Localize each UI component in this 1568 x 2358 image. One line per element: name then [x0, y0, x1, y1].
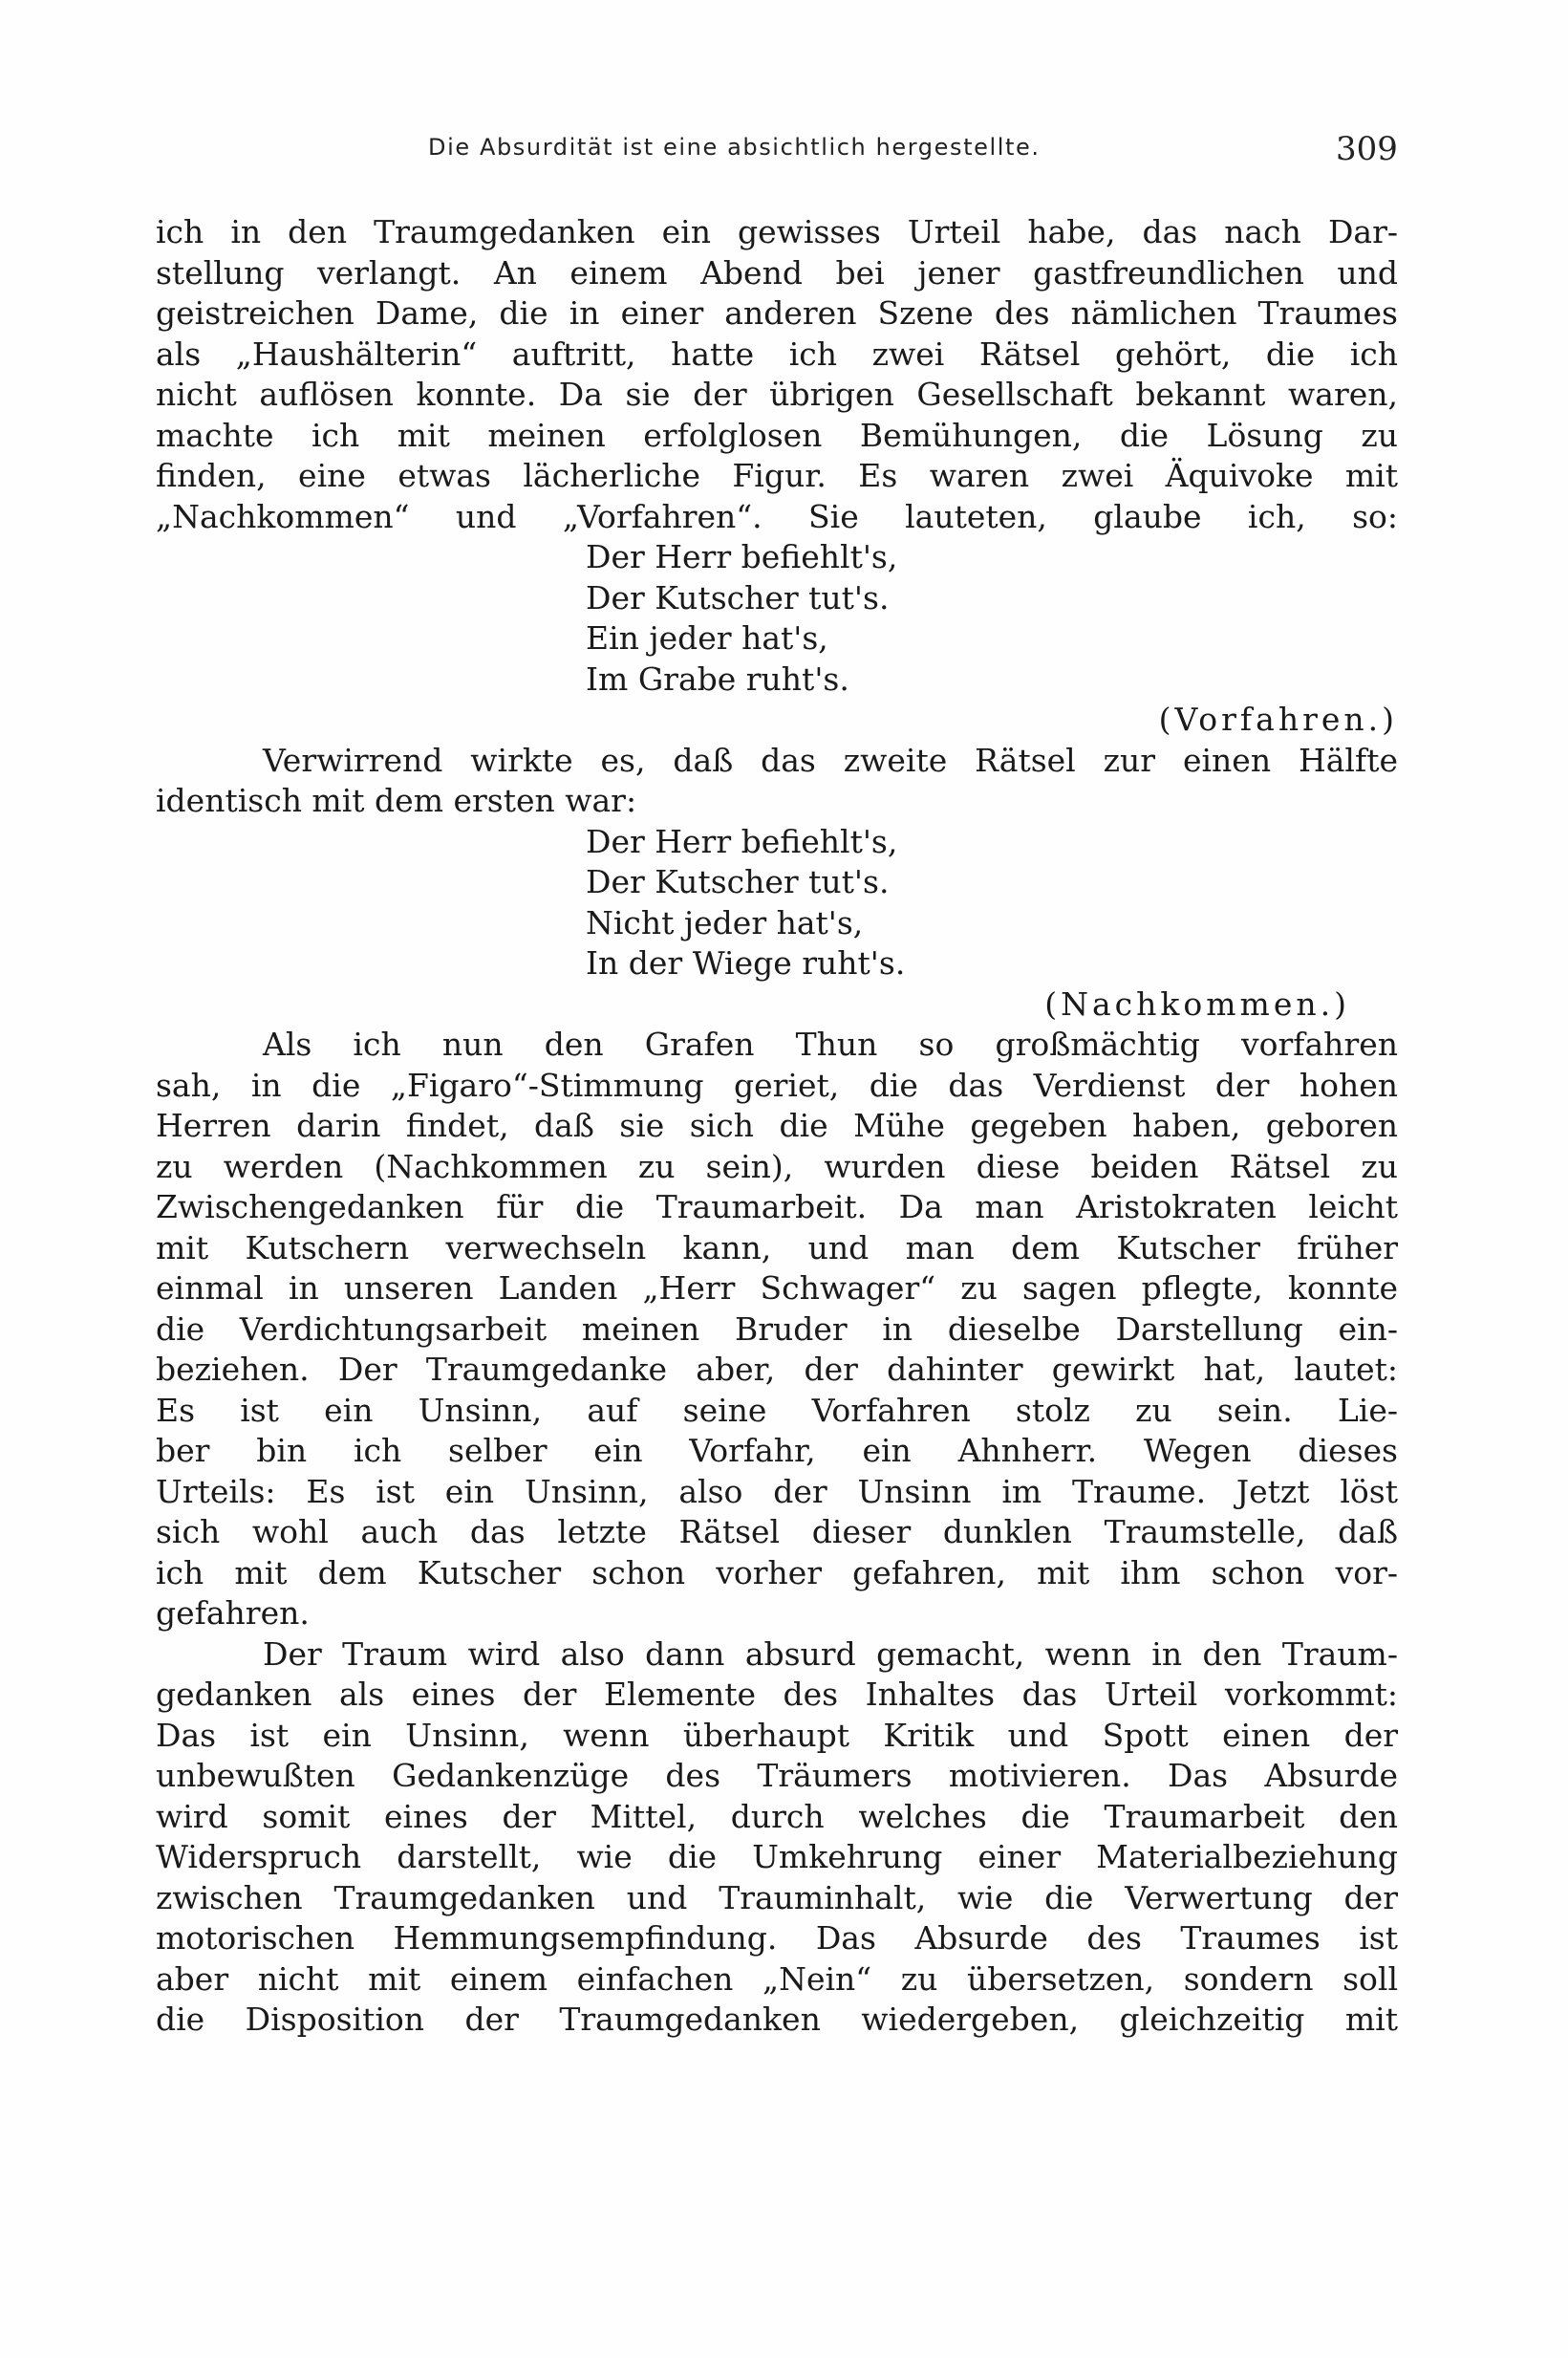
text-line: geistreichen Dame, die in einer anderen Szene des nämlichen Traumes	[156, 294, 1398, 332]
riddle-1-answer-block	[156, 700, 1398, 741]
text-line: Herren darin findet, daß sie sich die Mühe gegeben haben, geboren	[156, 1107, 1398, 1144]
text-line: mit Kutschern verwechseln kann, und man dem Kutscher früher	[156, 1228, 1398, 1266]
text-line: beziehen. Der Traumgedanke aber, der dahinter gewirkt hat, lautet:	[156, 1351, 1398, 1388]
riddle-2	[156, 822, 1398, 984]
text-line: als „Haushälterin“ auftritt, hatte ich zwei Rätsel gehört, die ich	[156, 335, 1398, 373]
text-line: nicht auflösen konnte. Da sie der übrigen Gesellschaft bekannt waren,	[156, 376, 1398, 413]
text-line: ich in den Traumgedanken ein gewisses Urteil habe, das nach Dar-	[156, 213, 1398, 250]
text-line: unbewußten Gedankenzüge des Träumers motivieren. Das Absurde	[156, 1757, 1398, 1794]
text-line: finden, eine etwas lächerliche Figur. Es waren zwei Äquivoke mit	[156, 457, 1398, 494]
text-line: die Disposition der Traumgedanken wiedergeben, gleichzeitig mit	[156, 2001, 1398, 2038]
text-line: sich wohl auch das letzte Rätsel dieser dunklen Traumstelle, daß	[156, 1513, 1398, 1550]
text-line: „Nachkommen“ und „Vorfahren“. Sie lauteten, glaube ich, so:	[156, 497, 1398, 535]
riddle-answer: (Nachkommen.)	[1044, 984, 1350, 1023]
riddle-answer: (Vorfahren.)	[1158, 701, 1398, 738]
text-line: stellung verlangt. An einem Abend bei jener gastfreundlichen und	[156, 253, 1398, 292]
verse-line: Im Grabe ruht's.	[586, 660, 849, 698]
text-line: motorischen Hemmungsempfindung. Das Absurde des Traumes ist	[156, 1919, 1398, 1957]
verse-line: Der Herr befiehlt's,	[586, 822, 898, 860]
text-line: Widerspruch darstellt, wie die Umkehrung einer Materialbeziehung	[156, 1838, 1398, 1875]
text-line: die Verdichtungsarbeit meinen Bruder in dieselbe Darstellung ein-	[156, 1309, 1398, 1348]
paragraph-4	[156, 1634, 1398, 2041]
text-line: aber nicht mit einem einfachen „Nein“ zu übersetzen, sondern soll	[156, 1959, 1398, 1998]
page-body	[156, 212, 1398, 2041]
verse-line: Der Kutscher tut's.	[586, 578, 890, 617]
text-line: gedanken als eines der Elemente des Inhaltes das Urteil vorkommt:	[156, 1676, 1398, 1713]
text-line: Verwirrend wirkte es, daß das zweite Rätsel zur einen Hälfte	[263, 741, 1398, 779]
text-line: ich mit dem Kutscher schon vorher gefahren, mit ihm schon vor-	[156, 1553, 1398, 1591]
verse-line: Der Kutscher tut's.	[586, 863, 890, 900]
text-line: machte ich mit meinen erfolglosen Bemühungen, die Lösung zu	[156, 416, 1398, 454]
verse-line: Nicht jeder hat's,	[586, 903, 864, 941]
riddle-2-answer-block	[156, 984, 1398, 1026]
text-line: zwischen Traumgedanken und Trauminhalt, wie die Verwertung der	[156, 1878, 1398, 1916]
text-line: Das ist ein Unsinn, wenn überhaupt Kritik und Spott einen der	[156, 1716, 1398, 1754]
text-line: Urteils: Es ist ein Unsinn, also der Unsinn im Traume. Jetzt löst	[156, 1472, 1398, 1510]
page-number: 309	[1336, 130, 1398, 168]
verse-line: Der Herr befiehlt's,	[586, 538, 898, 575]
paragraph-2	[156, 741, 1398, 822]
text-line: gefahren.	[156, 1594, 310, 1632]
verse-line: Ein jeder hat's,	[586, 619, 828, 657]
text-line: wird somit eines der Mittel, durch welches die Traumarbeit den	[156, 1797, 1398, 1835]
text-line: sah, in die „Figaro“-Stimmung geriet, die das Verdienst der hohen	[156, 1066, 1398, 1104]
page-header	[0, 130, 1568, 172]
text-line: Zwischengedanken für die Traumarbeit. Da man Aristokraten leicht	[156, 1188, 1398, 1225]
text-line: ber bin ich selber ein Vorfahr, ein Ahnherr. Wegen dieses	[156, 1432, 1398, 1469]
riddle-1	[156, 537, 1398, 700]
text-line: Der Traum wird also dann absurd gemacht, wenn in den Traum-	[263, 1634, 1398, 1673]
verse-line: In der Wiege ruht's.	[586, 944, 906, 982]
paragraph-3	[156, 1025, 1398, 1634]
paragraph-1	[156, 212, 1398, 537]
text-line: Es ist ein Unsinn, auf seine Vorfahren stolz zu sein. Lie-	[156, 1391, 1398, 1429]
text-line: Als ich nun den Grafen Thun so großmächtig vorfahren	[263, 1026, 1398, 1063]
text-line: einmal in unseren Landen „Herr Schwager“ zu sagen pflegte, konnte	[156, 1269, 1398, 1307]
text-line: identisch mit dem ersten war:	[156, 782, 637, 819]
running-head: Die Absurdität ist eine absichtlich hergestellte.	[428, 134, 1041, 161]
text-line: zu werden (Nachkommen zu sein), wurden diese beiden Rätsel zu	[156, 1147, 1398, 1185]
